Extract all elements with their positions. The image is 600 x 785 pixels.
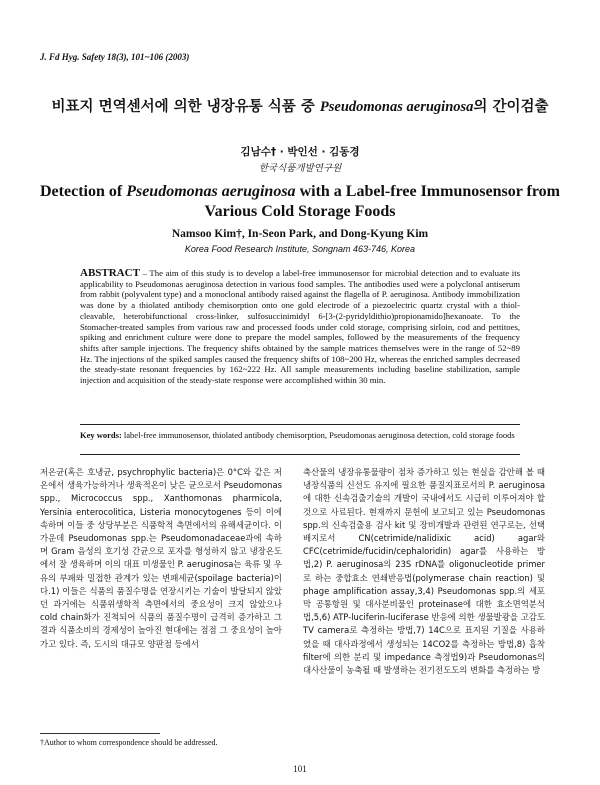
- abstract-text: – The aim of this study is to develop a label-free immunosensor for microbial detection and to evaluate its applicability to Pseudomonas aeruginosa detection in various food samples. The antibodies used were a polyclonal antiserum from rabbit (polyvalent type) and a monoclonal antibody raised against the flagella of P. aeruginosa. Antibody immobilization was done by a thiolated antibody chemisorption onto one gold electrode of a piezoelectric quartz crystal with a thiol-cleavable, heterobifunctional cross-linker, sulfosuccinimidyl 6-[3-(2-pyridyldithio)propionamido]hexanoate. To the Stomacher-treated samples from various raw and processed foods under cold storage, comprising sirloin, cod and pettitoes, spiking and enrichment culture were done to prepare the model samples, followed by the measurements of the frequency shifts after sample injections. The frequency shifts obtained by the sample matrices themselves were in the range of 52~89 Hz. The injections of the spiked samples caused the frequency shifts of 108~200 Hz, whereas the enriched samples decreased the steady-state resonant frequencies by 162~222 Hz. All sample measurements including baseline stabilization, sample injection and acquisition of the steady-state response were accomplished within 30 min.: [80, 268, 520, 386]
- korean-affiliation: 한국식품개발연구원: [258, 163, 342, 174]
- english-title-organism: Pseudomonas aeruginosa: [126, 183, 296, 200]
- korean-authors: 김남수† · 박인선 · 김동경: [240, 146, 360, 158]
- keywords-text: label-free immunosensor, thiolated antibody chemisorption, Pseudomonas aeruginosa detection, cold storage foods: [121, 430, 515, 440]
- page-number: 101: [293, 764, 307, 774]
- korean-title-pre: 비표지 면역센서에 의한 냉장유통 식품 중: [51, 99, 320, 115]
- english-title: [40, 182, 560, 222]
- english-title-pre: Detection of: [40, 183, 127, 200]
- keywords-bottom-rule: [80, 454, 520, 455]
- body-column-left: 저온균(혹은 호냉균, psychrophylic bacteria)은 0°C와 같은 저온에서 생육가능하거나 생육적온이 낮은 균으로서 Pseudomonas spp., Micrococcus spp., Xanthomonas pharmicola, Yersinia enterocolitica, Listeria monocytogenes 등이 이에 속하며 이들 중 상당부분은 식품학적 측면에서의 유해세균이다. 이 가운데 Pseudomonas spp.는 Pseudomonadaceae과에 속하며 Gram 음성의 호기성 간균으로 포자를 형성하지 않고 냉장온도에서 잘 생육하며 이의 대표 미생물인 P. aeruginosa는 육류 및 우유의 부패와 밀접한 관계가 있는 변패세균(spoilage bacteria)이다.1) 이들은 식품의 품질수명을 연장시키는 기술이 발달되지 않았던 과거에는 식품위생학적 측면에서의 중요성이 크지 않았으나 cold chain화가 진척되어 식품의 품질수명이 급격히 증가하고 그 결과 식품소비의 경제성이 높아진 현대에는 점점 그 중요성이 높아가고 있다. 즉, 도시의 대규모 양판점 등에서: [40, 467, 282, 649]
- body-column-right: 축산물의 냉장유통물량이 점차 증가하고 있는 현실을 감안해 볼 때 냉장식품의 신선도 유지에 필요한 품질지표로서의 P. aeruginosa에 대한 신속검출기술의 개발이 국내에서도 시급히 이루어져야 할 것으로 사료된다. 현재까지 문헌에 보고되고 있는 Pseudomonas spp.의 신속검출용 검사 kit 및 장비개발과 관련된 연구로는, 선택배지로서 CN(cetrimide/nalidixic acid) agar와 CFC(cetrimide/fucidin/cephaloridin) agar를 사용하는 방법,2) P. aeruginosa의 23S rDNA를 oligonucleotide primer로 하는 중합효소 연쇄반응법(polymerase chain reaction) 및 phage amplification assay,3,4) Pseudomonas spp.의 세포막 공통항원 및 대사분비물인 proteinase에 대한 효소면역분석법,5,6) ATP-luciferin-luciferase 반응에 의한 생물발광을 고감도 TV camera로 측정하는 방법,7) 14C으로 표지된 기질을 사용하였을 때 대사과정에서 생성되는 14CO2를 측정하는 방법,8) 흡착 filter에 의한 분리 및 impedance 측정법9)과 Pseudomonas의 대사산물이 농축될 때 발생하는 전기전도도의 변화를 측정하는 방: [303, 467, 545, 676]
- english-title-post: with a Label-free Immunosensor from Various Cold Storage Foods: [204, 183, 560, 220]
- keywords: [80, 430, 520, 441]
- korean-title-organism: Pseudomonas aeruginosa: [319, 99, 474, 115]
- english-affiliation: Korea Food Research Institute, Songnam 463-746, Korea: [184, 244, 416, 254]
- keywords-label: Key words:: [80, 430, 122, 440]
- keywords-top-rule: [80, 424, 520, 425]
- english-authors: Namsoo Kim†, In-Seon Park, and Dong-Kyung Kim: [171, 228, 429, 240]
- footnote: †Author to whom correspondence should be addressed.: [40, 738, 218, 747]
- abstract-heading: ABSTRACT: [80, 267, 140, 279]
- footnote-rule: [40, 733, 160, 734]
- journal-citation: J. Fd Hyg. Safety 18(3), 101~106 (2003): [40, 52, 190, 62]
- korean-title: [40, 98, 560, 117]
- korean-title-post: 의 간이검출: [473, 99, 549, 115]
- abstract: [80, 268, 520, 386]
